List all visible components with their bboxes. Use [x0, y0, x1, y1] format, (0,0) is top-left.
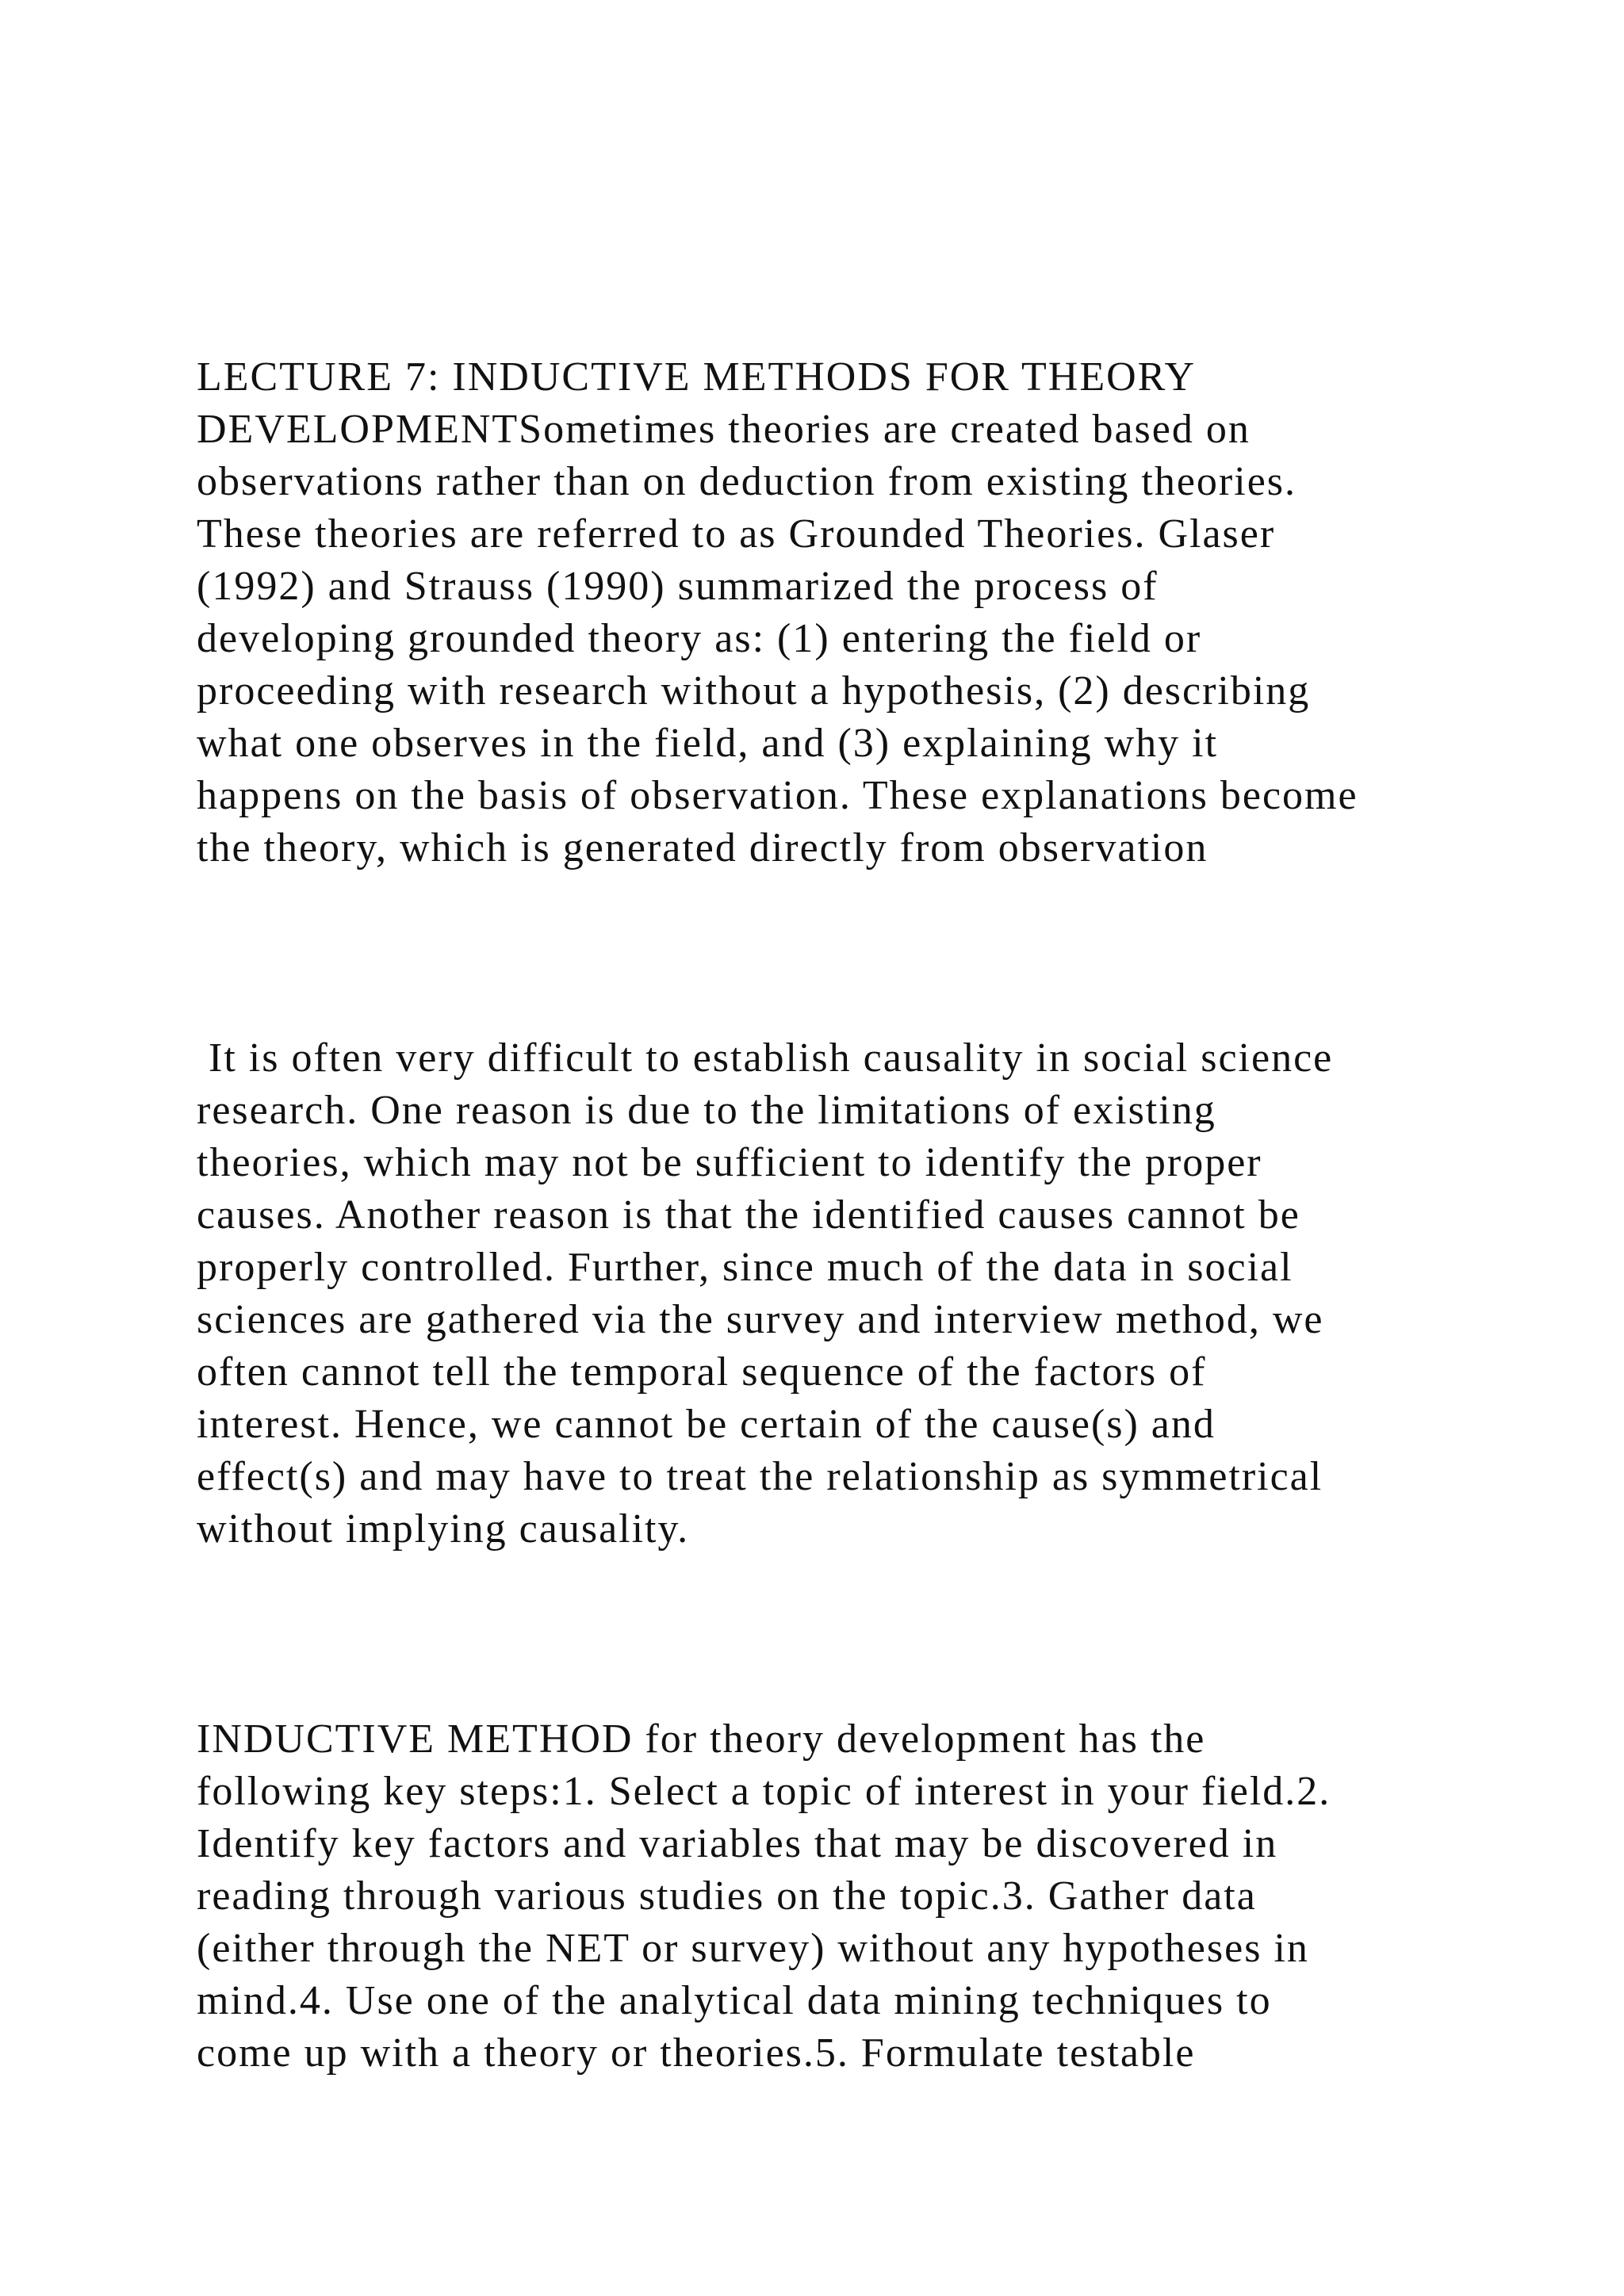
text-line: effect(s) and may have to treat the relationship as symmetrical [197, 1454, 1323, 1499]
text-line: INDUCTIVE METHOD for theory development has the [197, 1716, 1206, 1762]
text-line: observations rather than on deduction from existing theories. [197, 459, 1297, 504]
text-line: proceeding with research without a hypothesis, (2) describing [197, 668, 1311, 714]
text-line: LECTURE 7: INDUCTIVE METHODS FOR THEORY [197, 354, 1197, 400]
text-line: mind.4. Use one of the analytical data mining techniques to [197, 1978, 1272, 2023]
text-line: properly controlled. Further, since much of the data in social [197, 1245, 1293, 1290]
text-line: reading through various studies on the topic.3. Gather data [197, 1873, 1257, 1919]
text-line: come up with a theory or theories.5. Formulate testable [197, 2030, 1196, 2076]
text-line: Identify key factors and variables that may be discovered in [197, 1821, 1278, 1866]
text-line: sciences are gathered via the survey and interview method, we [197, 1297, 1324, 1342]
text-line: It is often very difficult to establish causality in social science [197, 1035, 1334, 1081]
text-line: the theory, which is generated directly from observation [197, 825, 1208, 871]
text-line: causes. Another reason is that the identified causes cannot be [197, 1192, 1300, 1238]
text-line: following key steps:1. Select a topic of interest in your field.2. [197, 1769, 1331, 1814]
text-line: without implying causality. [197, 1506, 690, 1552]
text-line: DEVELOPMENTSometimes theories are created based on [197, 407, 1251, 452]
text-line: interest. Hence, we cannot be certain of the cause(s) and [197, 1402, 1216, 1447]
text-line: often cannot tell the temporal sequence of the factors of [197, 1349, 1207, 1395]
text-line: theories, which may not be sufficient to identify the proper [197, 1140, 1262, 1185]
text-line: These theories are referred to as Grounded Theories. Glaser [197, 511, 1276, 557]
text-line: what one observes in the field, and (3) explaining why it [197, 721, 1219, 766]
text-line: (either through the NET or survey) without any hypotheses in [197, 1926, 1309, 1971]
text-line: (1992) and Strauss (1990) summarized the process of [197, 564, 1159, 609]
text-line: research. One reason is due to the limitations of existing [197, 1088, 1216, 1133]
text-line: developing grounded theory as: (1) entering the field or [197, 616, 1202, 661]
text-line: happens on the basis of observation. These explanations become [197, 773, 1358, 818]
